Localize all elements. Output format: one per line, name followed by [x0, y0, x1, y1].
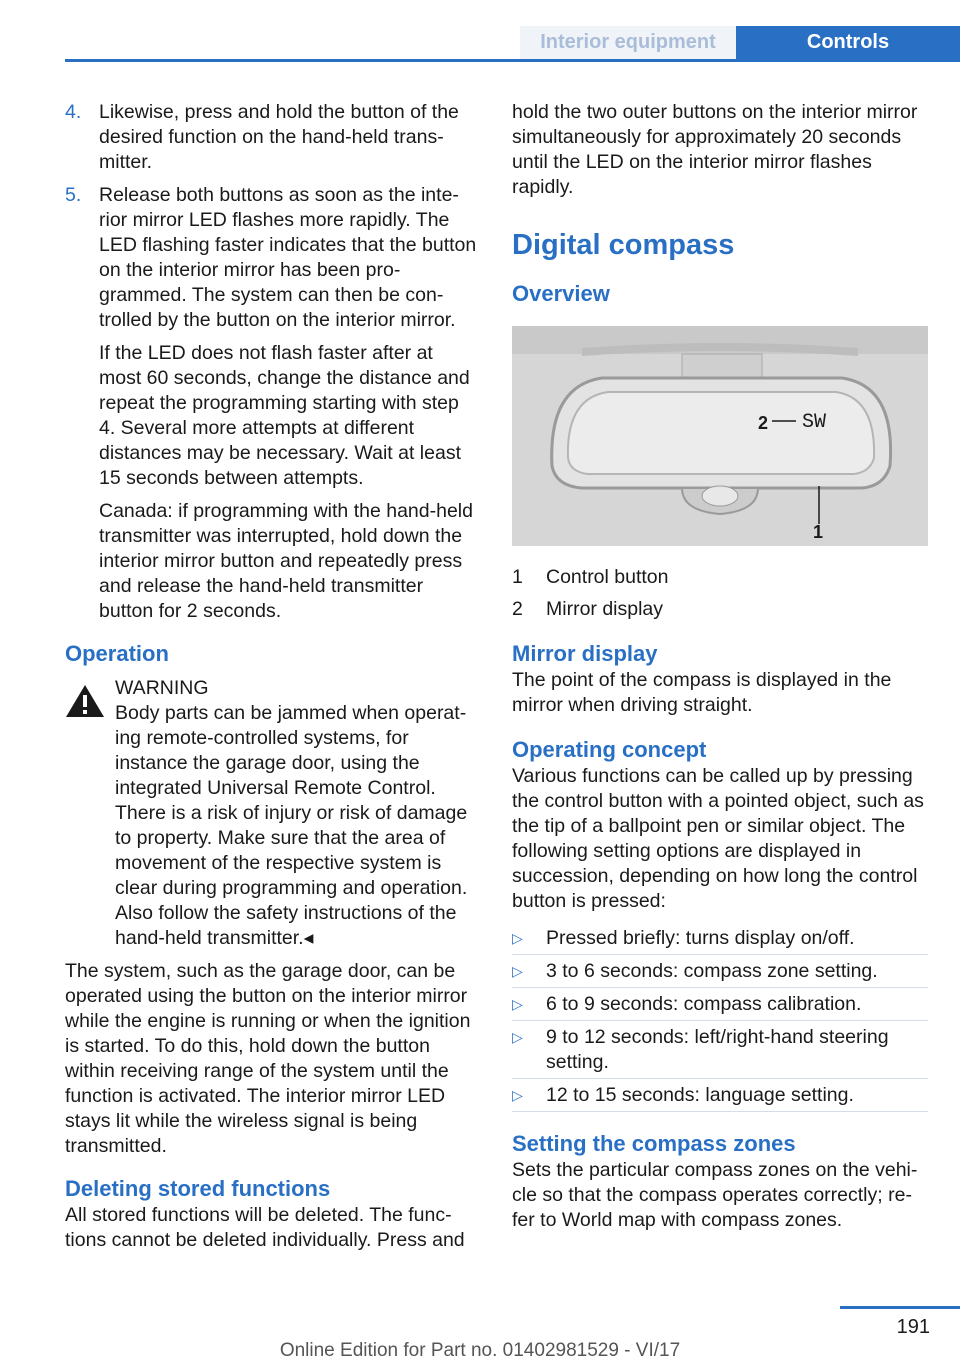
legend-number: 2 — [512, 598, 523, 620]
operation-text: The system, such as the garage door, can be operated using the button on the interior mirror while the engine is running or when the ignition is started. To do this, hold down the button within receiving range of the system until the function is activated. The interior mirror LED stays lit while the wireless signal is being transmitted. — [65, 960, 471, 1157]
page-header — [0, 0, 960, 62]
list-item-text: Pressed briefly: turns display on/off. — [546, 927, 855, 949]
header-rule — [65, 59, 960, 62]
mirror-display-text: SW — [802, 411, 827, 434]
step-text: Release both buttons as soon as the interior mirror LED flashes more rapidly. The LED flashing faster indicates that the button on the interior mirror has been programmed. The system can then be controlled by the button on the interior mirror. — [99, 184, 477, 331]
left-column — [65, 100, 480, 1261]
deleting-heading: Deleting stored functions — [65, 1176, 331, 1201]
list-item — [512, 988, 928, 1021]
callout-1: 1 — [813, 522, 824, 542]
list-item — [512, 1021, 928, 1079]
list-item — [512, 955, 928, 988]
triangle-bullet-icon: ▷ — [512, 963, 523, 979]
warning-block — [65, 676, 480, 951]
mirror-display-text-block: The point of the compass is displayed in the mirror when driving straight. — [512, 669, 892, 716]
figure-legend — [512, 565, 928, 622]
compass-zones-text: Sets the particular compass zones on the vehicle so that the compass operates correctly; refer to World map with compass zones. — [512, 1159, 918, 1231]
deleting-text: All stored functions will be deleted. The functions cannot be deleted individually. Press and — [65, 1204, 465, 1251]
legend-text: Mirror display — [546, 598, 664, 620]
legend-text: Control button — [546, 566, 669, 588]
compass-heading: Digital compass — [512, 229, 735, 261]
callout-2: 2 — [758, 413, 769, 433]
list-item — [512, 922, 928, 955]
continued-text: hold the two outer buttons on the interior mirror simultaneously for approximately 20 seconds until the LED on the interior mirror flashes rapidly. — [512, 101, 918, 198]
list-item-text: 12 to 15 seconds: language setting. — [546, 1084, 854, 1106]
settings-list — [512, 922, 928, 1112]
header-chapter-tab[interactable]: Controls — [736, 26, 960, 59]
warning-body: Body parts can be jammed when operating remote-controlled systems, for instance the garage door, using the integrated Universal Remote Control. There is a risk of injury or risk of damage to property. Make sure that the area of movement of the respective system is clear during programming and operation. Also follow the safety instructions of the hand-held transmitter.◂ — [115, 702, 468, 949]
legend-number: 1 — [512, 566, 523, 588]
list-item-text: 3 to 6 seconds: compass zone setting. — [546, 960, 878, 982]
list-item — [512, 1079, 928, 1112]
step-4 — [65, 100, 480, 175]
right-column — [512, 100, 928, 1241]
page-number: 191 — [896, 1316, 930, 1338]
triangle-bullet-icon: ▷ — [512, 930, 523, 946]
step-note: If the LED does not flash faster after at most 60 seconds, change the distance and repeat the programming starting with step 4. Several more attempts at different distances may be necessary. Wait at least 15 seconds between attempts. — [99, 342, 470, 489]
triangle-bullet-icon: ▷ — [512, 1029, 523, 1045]
mirror-display-heading: Mirror display — [512, 641, 658, 666]
list-item-text: 9 to 12 seconds: left/right-hand steering setting. — [546, 1026, 889, 1073]
list-item-text: 6 to 9 seconds: compass calibration. — [546, 993, 862, 1015]
triangle-bullet-icon: ▷ — [512, 1087, 523, 1103]
triangle-bullet-icon: ▷ — [512, 996, 523, 1012]
footer-rule — [840, 1306, 960, 1309]
warning-text — [115, 701, 480, 951]
header-section-tab[interactable]: Interior equipment — [520, 26, 736, 59]
warning-triangle-icon — [65, 684, 105, 718]
step-5 — [65, 183, 480, 333]
warning-title: WARNING — [115, 677, 209, 699]
overview-heading: Overview — [512, 281, 610, 306]
step-note: Canada: if programming with the hand-held transmitter was interrupted, hold down the interior mirror button and repeatedly press and release the hand-held transmitter button for 2 seconds. — [99, 500, 473, 622]
step-number: 5. — [65, 184, 82, 206]
compass-zones-heading: Setting the compass zones — [512, 1131, 796, 1156]
operation-heading: Operation — [65, 641, 169, 666]
mirror-figure — [512, 326, 928, 546]
legend-item — [512, 565, 928, 590]
operating-concept-text: Various functions can be called up by pressing the control button with a pointed object, such as the tip of a ballpoint pen or similar object. The following setting options are displayed in succession, depending on how long the control button is pressed: — [512, 765, 924, 912]
legend-item — [512, 597, 928, 622]
operating-concept-heading: Operating concept — [512, 737, 707, 762]
edition-note: Online Edition for Part no. 01402981529 - VI/17 — [279, 1340, 681, 1361]
step-number: 4. — [65, 101, 82, 123]
step-text: Likewise, press and hold the button of the desired function on the hand-held transmitter. — [99, 101, 459, 173]
